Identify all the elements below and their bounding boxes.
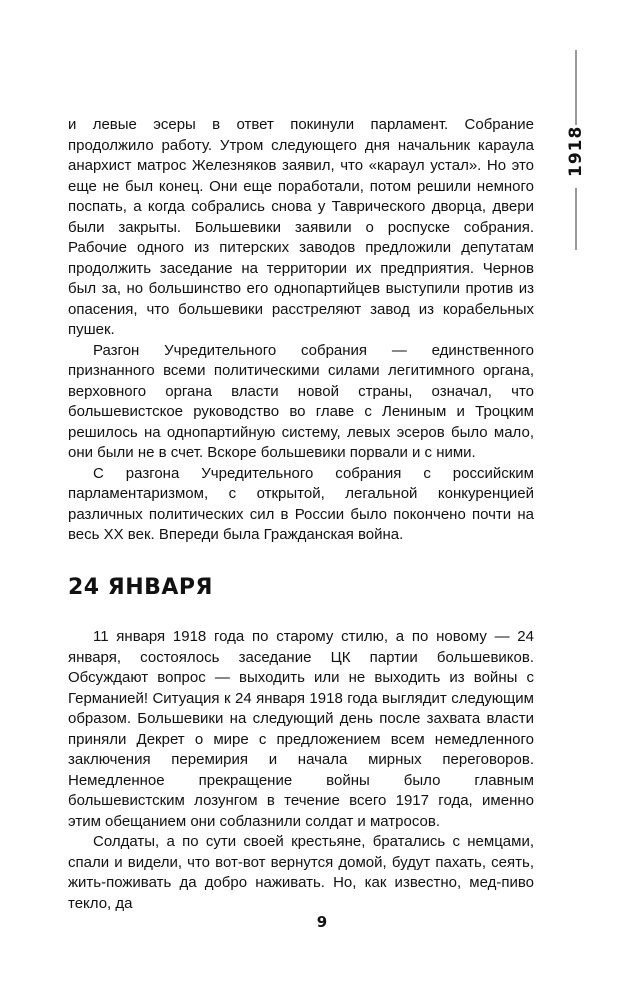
paragraph: С разгона Учредительного собрания с российским парламентаризмом, с открытой, легальной конкуренцией различных политических сил в России было покончено почти на весь XX век. Впереди была Гражданская война.: [68, 464, 534, 543]
section-heading: 24 ЯНВАРЯ: [68, 575, 213, 600]
page-number: 9: [316, 913, 328, 931]
marker-line-top: [575, 50, 577, 125]
paragraph: Разгон Учредительного собрания — единственного признанного всеми политическими силами легитимного органа, верховного органа власти новой страны, означал, что большевистское руководство во главе с Лениным и Троцким решилось на однопартийную систему, левых эсеров было мало, они были не в счет. Вскоре большевики порвали и с ними.: [68, 341, 534, 461]
paragraph: Солдаты, а по сути своей крестьяне, братались с немцами, спали и видели, что вот-вот вернутся домой, будут пахать, сеять, жить-поживать да добро наживать. Но, как известно, мед-пиво текло, да: [68, 833, 534, 912]
paragraph: 11 января 1918 года по старому стилю, а по новому — 24 января, состоялось заседание ЦК партии большевиков. Обсуждают вопрос — выходить или не выходить из войны с Германией! Ситуация к 24 января 1918 года выглядит следующим образом. Большевики на следующий день после захвата власти приняли Декрет о мире с предложением всем немедленного заключения перемирия и начала мирных переговоров. Немедленное прекращение войны было главным большевистским лозунгом в течение всего 1917 года, именно этим обещанием они соблазнили солдат и матросов.: [68, 628, 534, 830]
paragraph-continuation: и левые эсеры в ответ покинули парламент. Собрание продолжило работу. Утром следующего дня начальник караула анархист матрос Железняков заявил, что «караул устал». Но это еще не был конец. Они еще поработали, потом решили немного поспать, а когда собрались снова у Таврического дворца, двери были закрыты. Большевики заявили о роспуске собрания. Рабочие одного из питерских заводов предложили депутатам продолжить заседание на территории их предприятия. Чернов был за, но большинство его однопартийцев выступили против из опасения, что большевики расстреляют завод из корабельных пушек.: [68, 116, 534, 338]
text-block-upper: [68, 115, 534, 546]
marker-line-bottom: [575, 188, 577, 250]
text-block-lower: [68, 627, 534, 914]
chapter-year-label: 1918: [566, 125, 586, 177]
chapter-year-marker: [566, 50, 586, 250]
